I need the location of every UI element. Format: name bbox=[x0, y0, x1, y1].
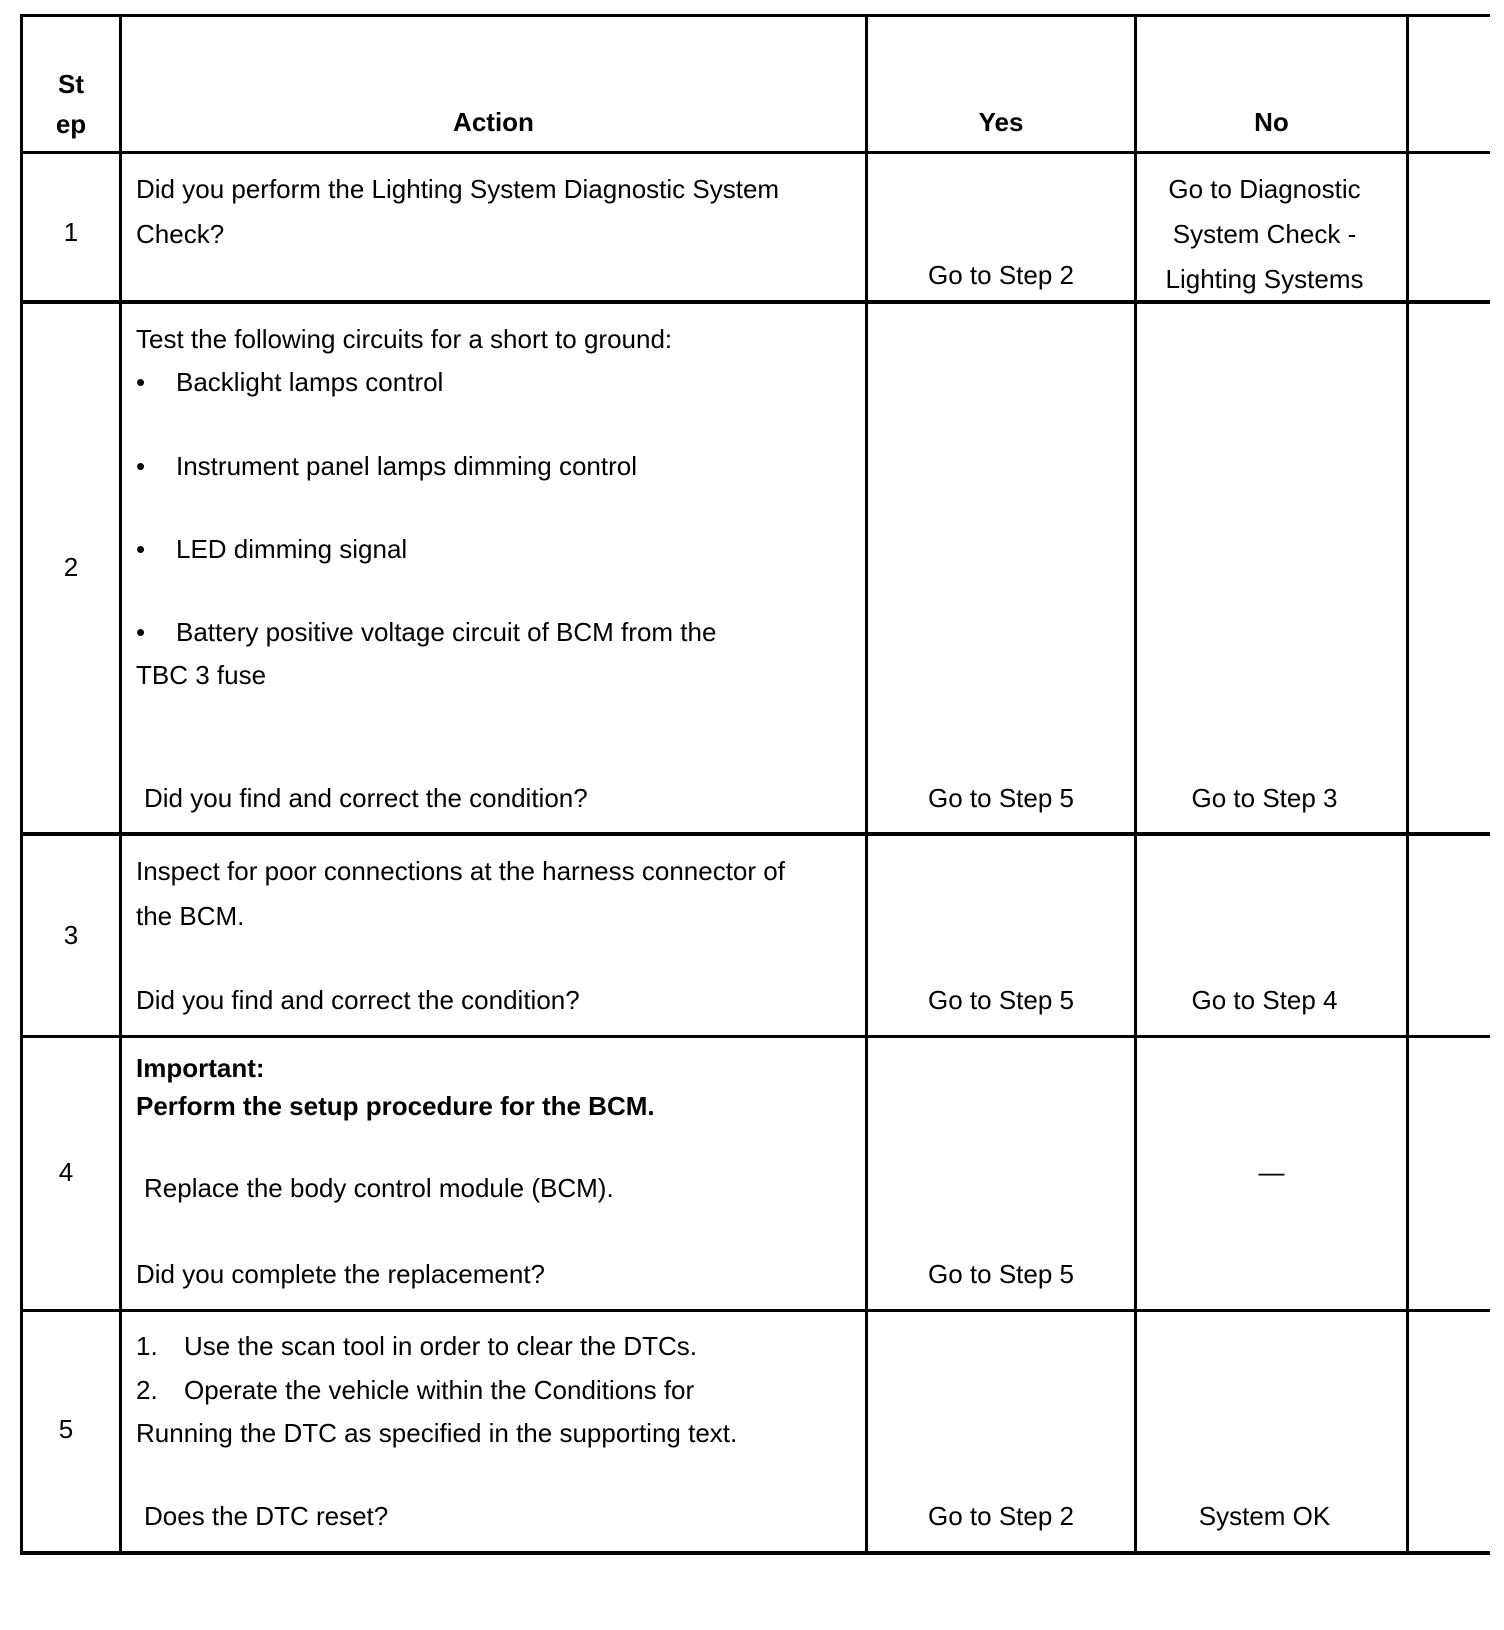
header-step bbox=[23, 64, 119, 144]
bullet-glyph: • bbox=[136, 367, 146, 397]
bullet-text: Battery positive voltage circuit of BCM from the bbox=[176, 617, 717, 647]
action-question: Does the DTC reset? bbox=[144, 1501, 389, 1531]
table-border-top bbox=[20, 14, 1490, 17]
bullet-text: LED dimming signal bbox=[176, 534, 408, 564]
header-action: Action bbox=[453, 107, 534, 137]
important-label: Important: bbox=[136, 1053, 265, 1083]
step-number: 3 bbox=[63, 920, 79, 950]
no-dash: — bbox=[1258, 1157, 1285, 1187]
bullet-text: Backlight lamps control bbox=[176, 367, 444, 397]
no-link[interactable]: Go to Step 3 bbox=[1191, 783, 1338, 813]
yes-link[interactable]: Go to Step 2 bbox=[928, 260, 1074, 290]
bullet-glyph: • bbox=[136, 534, 146, 564]
step-number: 1 bbox=[63, 217, 79, 247]
bullet-item bbox=[136, 610, 716, 655]
numbered-continuation: Running the DTC as specified in the supporting text. bbox=[136, 1418, 738, 1448]
bullet-glyph: • bbox=[136, 617, 146, 647]
bullet-text: Instrument panel lamps dimming control bbox=[176, 451, 637, 481]
numbered-item bbox=[136, 1324, 697, 1369]
no-link[interactable]: Go to Step 4 bbox=[1191, 985, 1338, 1015]
no-line: Lighting Systems bbox=[1165, 264, 1364, 294]
action-line: Check? bbox=[136, 219, 225, 249]
no-line: System Check - bbox=[1172, 219, 1357, 249]
row-divider bbox=[20, 1035, 1490, 1038]
row-divider bbox=[20, 832, 1490, 836]
step-number: 5 bbox=[58, 1414, 74, 1444]
action-line: the BCM. bbox=[136, 901, 245, 931]
bullet-item bbox=[136, 444, 637, 489]
table-border-right bbox=[1406, 14, 1409, 1555]
header-row-divider bbox=[20, 151, 1490, 154]
step-number: 4 bbox=[58, 1157, 74, 1187]
table-border-bottom bbox=[20, 1551, 1490, 1555]
header-step-line: ep bbox=[55, 109, 87, 139]
yes-link[interactable]: Go to Step 5 bbox=[928, 1259, 1074, 1289]
bullet-continuation: TBC 3 fuse bbox=[136, 660, 267, 690]
item-number: 2. bbox=[136, 1375, 158, 1405]
yes-link[interactable]: Go to Step 5 bbox=[928, 985, 1074, 1015]
bullet-glyph: • bbox=[136, 451, 146, 481]
no-link[interactable] bbox=[1137, 167, 1392, 302]
action-question: Did you find and correct the condition? bbox=[136, 985, 580, 1015]
bullet-item bbox=[136, 360, 443, 405]
numbered-item bbox=[136, 1368, 694, 1413]
action-text: Replace the body control module (BCM). bbox=[144, 1173, 614, 1203]
action-intro: Test the following circuits for a short to ground: bbox=[136, 324, 673, 354]
diagnostic-table bbox=[20, 14, 1490, 1630]
item-text: Use the scan tool in order to clear the DTCs. bbox=[184, 1331, 698, 1361]
no-line: Go to Diagnostic bbox=[1168, 174, 1361, 204]
action-text bbox=[136, 849, 785, 939]
item-number: 1. bbox=[136, 1331, 158, 1361]
action-line: Inspect for poor connections at the harness connector of bbox=[136, 856, 785, 886]
no-result: System OK bbox=[1198, 1501, 1331, 1531]
item-text: Operate the vehicle within the Conditions for bbox=[184, 1375, 695, 1405]
action-question: Did you complete the replacement? bbox=[136, 1259, 546, 1289]
action-line: Did you perform the Lighting System Diagnostic System bbox=[136, 174, 780, 204]
column-divider bbox=[119, 14, 122, 1555]
header-no: No bbox=[1254, 107, 1289, 137]
action-question: Did you find and correct the condition? bbox=[144, 783, 588, 813]
action-text bbox=[136, 167, 779, 257]
step-number: 2 bbox=[63, 552, 79, 582]
yes-link[interactable]: Go to Step 2 bbox=[928, 1501, 1074, 1531]
header-yes: Yes bbox=[978, 107, 1024, 137]
important-text: Perform the setup procedure for the BCM. bbox=[136, 1091, 655, 1121]
yes-link[interactable]: Go to Step 5 bbox=[928, 783, 1074, 813]
header-step-line: St bbox=[58, 69, 84, 99]
bullet-item bbox=[136, 527, 407, 572]
row-divider bbox=[20, 1309, 1490, 1312]
